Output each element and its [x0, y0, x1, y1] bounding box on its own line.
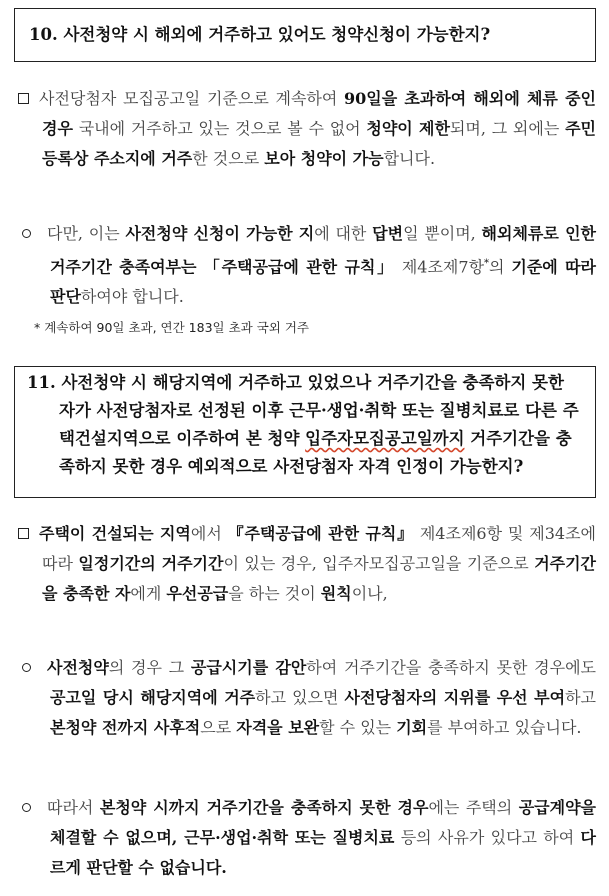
text-span: 일정기간의 거주기간	[78, 554, 224, 573]
footnote: * 계속하여 90일 초과, 연간 183일 초과 국외 거주	[34, 320, 309, 335]
square-bullet-icon	[18, 528, 29, 539]
footnote-marker: *	[484, 258, 490, 269]
text-span: 거주기간을 충족한 자	[42, 554, 597, 603]
text-span: 일 뿐이며,	[403, 224, 482, 243]
text-span: 주민등록상 주소지에 거주	[42, 119, 596, 168]
answer-11-paragraph-1	[18, 519, 596, 609]
text-span: 하고 있으면	[255, 688, 345, 707]
text-span: 의 경우 그	[108, 658, 191, 677]
text-span: 국내에 거주하고 있는 것으로 볼 수 없어	[72, 119, 367, 138]
answer-10-paragraph-2	[22, 219, 596, 312]
text-span: 으로	[200, 718, 237, 737]
square-bullet-icon	[18, 93, 29, 104]
text-span: 사전당첨자의 지위를 우선 부여	[344, 688, 566, 707]
answer-10-paragraph-1	[18, 84, 596, 174]
answer-11-paragraph-3	[22, 793, 596, 883]
text-span: 원칙	[320, 584, 352, 603]
text-span: 공고일 당시 해당지역에 거주	[50, 688, 256, 707]
text-span: 기준에 따라 판단	[50, 257, 596, 307]
circle-bullet-icon	[22, 229, 31, 238]
text-span: 을 하는 것이	[228, 584, 321, 603]
circle-bullet-icon	[22, 803, 31, 812]
text-span: 이나,	[351, 584, 388, 603]
text-span: 90일을 초과하여 해외에 체류 중인 경우	[42, 89, 596, 138]
text-span: 사전당첨자 모집공고일 기준으로 계속하여	[39, 89, 345, 108]
text-span: 청약이 제한	[366, 119, 450, 138]
question-10-text: 10. 사전청약 시 해외에 거주하고 있어도 청약신청이 가능한지?	[29, 25, 491, 44]
text-span: 따라서	[47, 798, 100, 817]
text-span: 에 대한	[314, 224, 373, 243]
text-span: 를 부여하고 있습니다.	[427, 718, 582, 737]
text-span: 공급계약을 체결할 수 없으며, 근무·생업·취학 또는 질병치료	[50, 798, 596, 847]
text-span: 제4조제6항 및 제34조에 따라	[42, 524, 596, 573]
text-span: 사전청약 신청이 가능한 지	[125, 224, 315, 243]
circle-bullet-icon	[22, 663, 31, 672]
question-11-text-end: 거주기간을 충족하지 못한 경우 예외적으로 사전당첨자 자격 인정이 가능한지?	[59, 429, 572, 476]
text-span: 하고	[565, 688, 597, 707]
text-span: 공급시기를 감안	[190, 658, 307, 677]
text-span: 합니다.	[383, 149, 436, 168]
question-11-box	[14, 366, 596, 498]
text-span: 답변	[372, 224, 404, 243]
text-span: 우선공급	[166, 584, 229, 603]
text-span: 할 수 있는	[319, 718, 397, 737]
text-span: 하여야 합니다.	[80, 287, 184, 307]
text-span: 사전청약	[47, 658, 109, 677]
text-span: 에게	[130, 584, 167, 603]
question-10-box	[14, 8, 596, 62]
text-span: 의	[489, 257, 512, 277]
text-span: 주택이 건설되는 지역	[39, 524, 191, 543]
spellcheck-underlined-text: 입주자모집공고일까지	[305, 429, 465, 448]
text-span: 한 것으로	[192, 149, 265, 168]
text-span: 등의 사유가 있다고 하여	[394, 828, 581, 847]
text-span: 에서	[190, 524, 228, 543]
text-span: 다르게 판단할 수 없습니다.	[50, 828, 596, 877]
text-span: 기회	[396, 718, 428, 737]
answer-11-paragraph-2	[22, 653, 596, 743]
text-span: 되며, 그 외에는	[449, 119, 566, 138]
text-span: 보아 청약이 가능	[264, 149, 384, 168]
text-span: 에는 주택의	[428, 798, 519, 817]
text-span: 『주택공급에 관한 규칙』	[227, 524, 414, 543]
text-span: 자격을 보완	[236, 718, 320, 737]
text-span: 이 있는 경우, 입주자모집공고일을 기준으로	[223, 554, 535, 573]
text-span: 제4조제7항	[394, 257, 485, 277]
text-span: 해외체류로 인한 거주기간 충족여부는 「주택공급에 관한 규칙」	[50, 224, 596, 277]
text-span: 본청약 전까지 사후적	[50, 718, 201, 737]
text-span: 다만, 이는	[47, 224, 126, 243]
question-11-text: 11. 사전청약 시 해당지역에 거주하고 있었으나 거주기간을 충족하지 못한 자가 사전당첨자로 선정된 이후 근무·생업·취학 또는 질병치료로 다른 주택건설지역으로 이주하여 본 청약	[27, 373, 579, 448]
text-span: 하여 거주기간을 충족하지 못한 경우에도	[306, 658, 596, 677]
text-span: 본청약 시까지 거주기간을 충족하지 못한 경우	[99, 798, 429, 817]
